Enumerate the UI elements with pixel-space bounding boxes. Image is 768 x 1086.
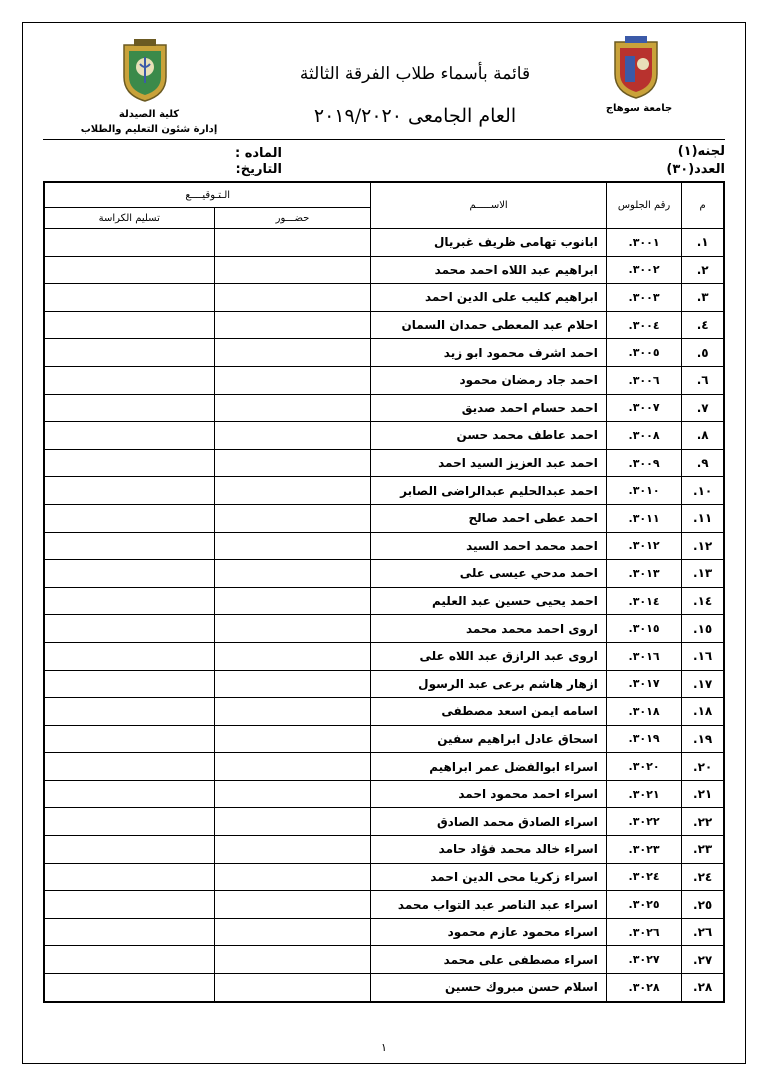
attendance-signature-cell[interactable] [214, 229, 371, 257]
submission-signature-cell[interactable] [44, 477, 214, 505]
submission-signature-cell[interactable] [44, 229, 214, 257]
row-number: ١٨. [682, 698, 724, 726]
row-number: ٧. [682, 394, 724, 422]
attendance-signature-cell[interactable] [214, 532, 371, 560]
submission-signature-cell[interactable] [44, 394, 214, 422]
row-number: ٦. [682, 366, 724, 394]
attendance-signature-cell[interactable] [214, 477, 371, 505]
seat-number: ٣٠١٩. [606, 725, 681, 753]
row-number: ١١. [682, 504, 724, 532]
faculty-name: كلية الصيدلة [118, 109, 180, 120]
seat-number: ٣٠١٤. [606, 587, 681, 615]
header-divider [43, 139, 725, 140]
table-row [44, 615, 724, 643]
seat-number: ٣٠١٧. [606, 670, 681, 698]
seat-number: ٣٠٢١. [606, 780, 681, 808]
submission-signature-cell[interactable] [44, 256, 214, 284]
attendance-signature-cell[interactable] [214, 836, 371, 864]
table-row [44, 532, 724, 560]
row-number: ٢٨. [682, 974, 724, 1002]
student-name: اسراء الصادق محمد الصادق [371, 808, 606, 836]
students-table [43, 181, 725, 1003]
attendance-signature-cell[interactable] [214, 504, 371, 532]
table-row [44, 780, 724, 808]
submission-signature-cell[interactable] [44, 808, 214, 836]
page-number: ١ [381, 1041, 387, 1054]
student-name: احمد عاطف محمد حسن [371, 422, 606, 450]
student-name: احمد عبدالحليم عبدالراضى الصابر [371, 477, 606, 505]
row-number: ١. [682, 229, 724, 257]
seat-number: ٣٠٢٥. [606, 891, 681, 919]
col-seat-header: رقم الجلوس [606, 182, 681, 229]
submission-signature-cell[interactable] [44, 587, 214, 615]
table-row [44, 256, 724, 284]
table-row [44, 725, 724, 753]
table-row [44, 918, 724, 946]
submission-signature-cell[interactable] [44, 504, 214, 532]
col-signature-header: الـتـوقيــــع [44, 182, 371, 208]
row-number: ٨. [682, 422, 724, 450]
seat-number: ٣٠٢٧. [606, 946, 681, 974]
student-name: اسراء خالد محمد فؤاد حامد [371, 836, 606, 864]
submission-signature-cell[interactable] [44, 836, 214, 864]
student-name: احمد محمد احمد السيد [371, 532, 606, 560]
table-row [44, 422, 724, 450]
row-number: ١٠. [682, 477, 724, 505]
table-row [44, 229, 724, 257]
student-name: اسلام حسن مبروك حسين [371, 974, 606, 1002]
row-number: ٢٠. [682, 753, 724, 781]
student-name: احمد جاد رمضان محمود [371, 366, 606, 394]
submission-signature-cell[interactable] [44, 422, 214, 450]
student-name: اسراء عبد الناصر عبد التواب محمد [371, 891, 606, 919]
row-number: ١٩. [682, 725, 724, 753]
student-name: اسراء ابوالفضل عمر ابراهيم [371, 753, 606, 781]
submission-signature-cell[interactable] [44, 698, 214, 726]
row-number: ٣. [682, 284, 724, 312]
submission-signature-cell[interactable] [44, 891, 214, 919]
table-row [44, 366, 724, 394]
faculty-crest-icon [120, 37, 170, 103]
student-name: ابانوب تهامى ظريف غبريال [371, 229, 606, 257]
seat-number: ٣٠٠٥. [606, 339, 681, 367]
seat-number: ٣٠٠٩. [606, 449, 681, 477]
table-row [44, 891, 724, 919]
attendance-signature-cell[interactable] [214, 753, 371, 781]
seat-number: ٣٠٠٨. [606, 422, 681, 450]
page-title: قائمة بأسماء طلاب الفرقة الثالثة [299, 64, 531, 84]
student-name: اسحاق عادل ابراهيم سفين [371, 725, 606, 753]
submission-signature-cell[interactable] [44, 532, 214, 560]
seat-number: ٣٠٢٠. [606, 753, 681, 781]
student-name: احمد اشرف محمود ابو زيد [371, 339, 606, 367]
submission-signature-cell[interactable] [44, 284, 214, 312]
row-number: ١٤. [682, 587, 724, 615]
row-number: ١٦. [682, 642, 724, 670]
seat-number: ٣٠١٨. [606, 698, 681, 726]
student-name: احمد حسام احمد صديق [371, 394, 606, 422]
seat-number: ٣٠١٠. [606, 477, 681, 505]
seat-number: ٣٠٠٢. [606, 256, 681, 284]
submission-signature-cell[interactable] [44, 725, 214, 753]
table-row [44, 974, 724, 1002]
student-name: اسراء مصطفى على محمد [371, 946, 606, 974]
seat-number: ٣٠١٦. [606, 642, 681, 670]
attendance-signature-cell[interactable] [214, 863, 371, 891]
row-number: ٢٣. [682, 836, 724, 864]
academic-year: العام الجامعى ٢٠١٩/٢٠٢٠ [313, 105, 517, 127]
department-name: إدارة شئون التعليم والطلاب [80, 124, 218, 135]
student-name: اسراء احمد محمود احمد [371, 780, 606, 808]
student-name: اسامه ايمن اسعد مصطفى [371, 698, 606, 726]
row-number: ٢٥. [682, 891, 724, 919]
attendance-signature-cell[interactable] [214, 808, 371, 836]
count-label: العدد(٣٠) [666, 162, 725, 177]
attendance-signature-cell[interactable] [214, 974, 371, 1002]
table-row [44, 311, 724, 339]
seat-number: ٣٠١٢. [606, 532, 681, 560]
attendance-signature-cell[interactable] [214, 946, 371, 974]
seat-number: ٣٠٠٧. [606, 394, 681, 422]
table-row [44, 477, 724, 505]
submission-signature-cell[interactable] [44, 449, 214, 477]
attendance-signature-cell[interactable] [214, 615, 371, 643]
seat-number: ٣٠٠١. [606, 229, 681, 257]
seat-number: ٣٠٠٦. [606, 366, 681, 394]
seat-number: ٣٠٢٨. [606, 974, 681, 1002]
submission-signature-cell[interactable] [44, 670, 214, 698]
submission-signature-cell[interactable] [44, 974, 214, 1002]
submission-signature-cell[interactable] [44, 615, 214, 643]
attendance-signature-cell[interactable] [214, 891, 371, 919]
student-name: ابراهيم عبد اللاه احمد محمد [371, 256, 606, 284]
row-number: ١٥. [682, 615, 724, 643]
submission-signature-cell[interactable] [44, 366, 214, 394]
attendance-signature-cell[interactable] [214, 449, 371, 477]
submission-signature-cell[interactable] [44, 339, 214, 367]
attendance-signature-cell[interactable] [214, 311, 371, 339]
student-name: احمد عبد العزيز السيد احمد [371, 449, 606, 477]
seat-number: ٣٠٢٣. [606, 836, 681, 864]
submission-signature-cell[interactable] [44, 780, 214, 808]
university-crest-icon [611, 34, 661, 100]
table-row [44, 587, 724, 615]
table-row [44, 504, 724, 532]
student-name: ابراهيم كليب على الدين احمد [371, 284, 606, 312]
table-row [44, 698, 724, 726]
submission-signature-cell[interactable] [44, 753, 214, 781]
row-number: ٢. [682, 256, 724, 284]
attendance-signature-cell[interactable] [214, 560, 371, 588]
attendance-signature-cell[interactable] [214, 780, 371, 808]
student-name: اسراء زكريا محى الدين احمد [371, 863, 606, 891]
attendance-signature-cell[interactable] [214, 366, 371, 394]
table-row [44, 808, 724, 836]
seat-number: ٣٠٢٦. [606, 918, 681, 946]
seat-number: ٣٠٠٣. [606, 284, 681, 312]
student-name: اسراء محمود عازم محمود [371, 918, 606, 946]
student-name: احمد مدحي عيسى على [371, 560, 606, 588]
attendance-signature-cell[interactable] [214, 256, 371, 284]
attendance-signature-cell[interactable] [214, 642, 371, 670]
attendance-signature-cell[interactable] [214, 918, 371, 946]
attendance-signature-cell[interactable] [214, 587, 371, 615]
table-row [44, 449, 724, 477]
table-row [44, 394, 724, 422]
attendance-signature-cell[interactable] [214, 339, 371, 367]
date-label: التاريخ: [235, 162, 282, 177]
table-row [44, 670, 724, 698]
attendance-signature-cell[interactable] [214, 670, 371, 698]
row-number: ٤. [682, 311, 724, 339]
attendance-signature-cell[interactable] [214, 698, 371, 726]
table-row [44, 836, 724, 864]
attendance-signature-cell[interactable] [214, 422, 371, 450]
seat-number: ٣٠١٥. [606, 615, 681, 643]
student-name: احمد عطى احمد صالح [371, 504, 606, 532]
row-number: ١٣. [682, 560, 724, 588]
subject-label: الماده : [234, 146, 282, 161]
table-row [44, 753, 724, 781]
table-row [44, 946, 724, 974]
attendance-signature-cell[interactable] [214, 394, 371, 422]
submission-signature-cell[interactable] [44, 863, 214, 891]
table-row [44, 560, 724, 588]
col-attendance-header: حضـــور [214, 208, 371, 229]
table-row [44, 863, 724, 891]
seat-number: ٣٠٠٤. [606, 311, 681, 339]
committee-label: لجنه(١) [677, 144, 725, 159]
row-number: ٢٤. [682, 863, 724, 891]
attendance-signature-cell[interactable] [214, 284, 371, 312]
table-row [44, 284, 724, 312]
row-number: ٢٢. [682, 808, 724, 836]
col-num-header: م [682, 182, 724, 229]
submission-signature-cell[interactable] [44, 642, 214, 670]
submission-signature-cell[interactable] [44, 918, 214, 946]
table-row [44, 339, 724, 367]
row-number: ٢١. [682, 780, 724, 808]
attendance-signature-cell[interactable] [214, 725, 371, 753]
row-number: ٥. [682, 339, 724, 367]
seat-number: ٣٠٢٤. [606, 863, 681, 891]
student-name: اروى احمد محمد محمد [371, 615, 606, 643]
col-submission-header: تسليم الكراسة [44, 208, 214, 229]
student-name: احلام عبد المعطى حمدان السمان [371, 311, 606, 339]
submission-signature-cell[interactable] [44, 560, 214, 588]
row-number: ٢٦. [682, 918, 724, 946]
student-name: اروى عبد الرازق عبد اللاه على [371, 642, 606, 670]
student-name: ازهار هاشم برعى عبد الرسول [371, 670, 606, 698]
seat-number: ٣٠١١. [606, 504, 681, 532]
row-number: ٩. [682, 449, 724, 477]
table-row [44, 642, 724, 670]
row-number: ٢٧. [682, 946, 724, 974]
seat-number: ٣٠٢٢. [606, 808, 681, 836]
seat-number: ٣٠١٣. [606, 560, 681, 588]
row-number: ١٢. [682, 532, 724, 560]
submission-signature-cell[interactable] [44, 946, 214, 974]
row-number: ١٧. [682, 670, 724, 698]
submission-signature-cell[interactable] [44, 311, 214, 339]
student-name: احمد يحيى حسين عبد العليم [371, 587, 606, 615]
university-name: جامعة سوهاج [605, 103, 673, 114]
col-name-header: الاســـــم [371, 182, 606, 229]
